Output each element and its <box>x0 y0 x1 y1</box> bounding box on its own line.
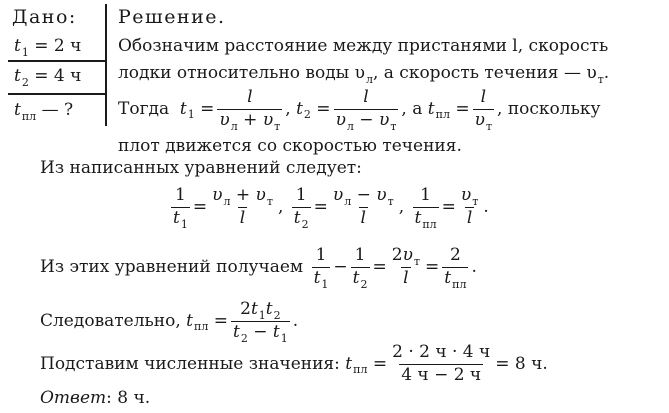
solution-line-4: плот движется со скоростью течения. <box>118 136 462 156</box>
from-equations-text: Из написанных уравнений следует: <box>40 158 362 178</box>
given-vertical-divider <box>105 4 107 126</box>
answer: Ответ: 8 ч. <box>40 388 151 408</box>
equations-row-2: Из этих уравнений получаем $\frac{1}{t_1}$ − $\frac{1}{t_2}$ = $\frac{2\upsilon_т}{l}$ = $\frac{2}{t_{пл}}$ . <box>40 244 477 291</box>
given-find: $t_{пл}$ — ? <box>14 100 74 123</box>
given-divider-main <box>8 93 105 95</box>
solution-heading: Решение. <box>118 6 226 28</box>
fraction-t2: $\frac{l}{\upsilon_л - \upsilon_т}$ <box>335 86 397 133</box>
solution-line-2: лодки относительно воды $\upsilon_л$, а скорость течения — $\upsilon_т$. <box>118 63 610 86</box>
given-t2: $t_2 = 4$ ч <box>14 66 82 89</box>
solution-line-3: Тогда t 1 = $\frac{l}{\upsilon_л + \upsilon_т}$ , t 2 = $\frac{l}{\upsilon_л - \upsilon_т}$ , а t пл = $\frac{l}{\upsilon_т}$ , поскольку <box>118 86 601 133</box>
fraction-tpl: $\frac{l}{\upsilon_т}$ <box>474 86 493 133</box>
solution-line-1: Обозначим расстояние между пристанями l, скорость <box>118 36 609 56</box>
fraction-t1: $\frac{l}{\upsilon_л + \upsilon_т}$ <box>219 86 281 133</box>
given-heading: Дано: <box>12 6 77 28</box>
equations-row-3: Следовательно, t пл = $\frac{2t_1t_2}{t_2 - t_1}$ . <box>40 298 299 345</box>
given-divider-1 <box>8 60 105 62</box>
equations-row-1: $\frac{1}{t_1}$ = $\frac{\upsilon_л + \upsilon_т}{l}$ , $\frac{1}{t_2}$ = $\frac{\upsilon_л - \upsilon_т}{l}$ , $\frac{1}{t_{пл}}$ = $\frac{\upsilon_т}{l}$ . <box>173 184 489 231</box>
given-t1: $t_1 = 2$ ч <box>14 36 82 59</box>
equations-row-4: Подставим численные значения: t пл = $\frac{2 \cdot 2 ч \cdot 4 ч}{4 ч - 2 ч}$ = 8 ч. <box>40 341 548 385</box>
